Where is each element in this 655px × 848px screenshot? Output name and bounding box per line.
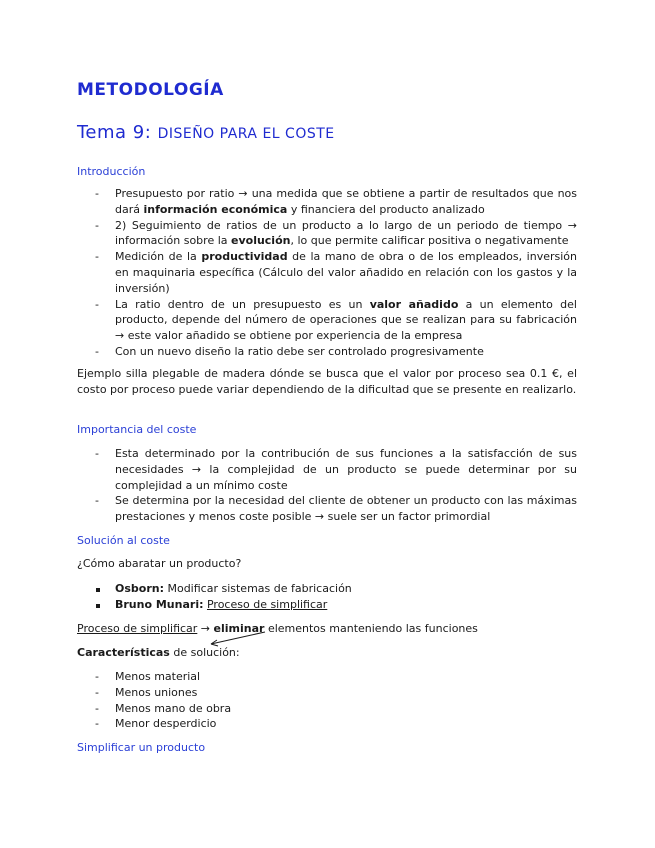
list-item: Bruno Munari: Proceso de simplificar (77, 597, 577, 613)
list-item: - Esta determinado por la contribución de sus funciones a la satisfacción de sus necesidades → la complejidad de un producto se puede determinar por su complejidad a un mínimo coste (77, 446, 577, 493)
page-title: METODOLOGÍA (77, 80, 224, 100)
list-item: - Medición de la productividad de la mano de obra o de los empleados, inversión en maquinaria específica (Cálculo del valor añadido en relación con los gastos y la inversión) (77, 249, 577, 296)
importance-list (77, 446, 577, 525)
section-simplify: Simplificar un producto (77, 741, 206, 754)
theme-number: Tema 9: (77, 122, 152, 143)
section-solution: Solución al coste (77, 534, 170, 547)
intro-list (77, 186, 577, 360)
characteristics-line: Características de solución: (77, 646, 240, 659)
list-item: - La ratio dentro de un presupuesto es un valor añadido a un elemento del producto, depende del número de operaciones que se realizan para su fabricación → este valor añadido se obtiene por experiencia de la empresa (77, 297, 577, 344)
section-intro: Introducción (77, 165, 146, 178)
theme-heading (77, 122, 335, 143)
question-text: ¿Cómo abaratar un producto? (77, 557, 242, 570)
section-importance: Importancia del coste (77, 423, 197, 436)
list-item: - Con un nuevo diseño la ratio debe ser controlado progresivamente (77, 344, 577, 360)
list-item: - Se determina por la necesidad del cliente de obtener un producto con las máximas prestaciones y menos coste posible → suele ser un factor primordial (77, 493, 577, 525)
list-item: - Menos mano de obra (77, 701, 577, 717)
list-item: - 2) Seguimiento de ratios de un producto a lo largo de un periodo de tiempo → información sobre la evolución, lo que permite calificar positiva o negativamente (77, 218, 577, 250)
authors-list (77, 581, 577, 612)
list-item: - Presupuesto por ratio → una medida que se obtiene a partir de resultados que nos dará información económica y financiera del producto analizado (77, 186, 577, 218)
list-item: - Menor desperdicio (77, 716, 577, 732)
example-paragraph: Ejemplo silla plegable de madera dónde se busca que el valor por proceso sea 0.1 €, el costo por proceso puede variar dependiendo de la dificultad que se presente en realizarlo. (77, 367, 577, 396)
characteristics-list (77, 669, 577, 732)
theme-name: DISEÑO PARA EL COSTE (157, 126, 335, 142)
process-line: Proceso de simplificar → eliminar elementos manteniendo las funciones (77, 622, 478, 635)
list-item: - Menos uniones (77, 685, 577, 701)
list-item: Osborn: Modificar sistemas de fabricación (77, 581, 577, 597)
list-item: - Menos material (77, 669, 577, 685)
